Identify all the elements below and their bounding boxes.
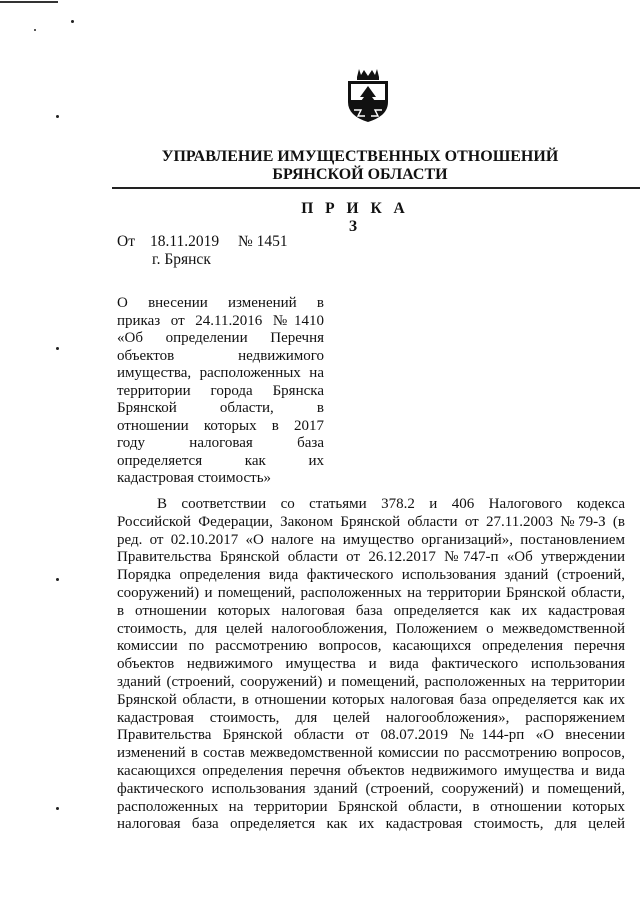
body-line: стоимость, для целей налогообложения, Положением о межведомственной [117,620,625,637]
bryansk-coat-of-arms-icon [346,66,390,124]
body-line: объектов недвижимого имущества и вида фактического использования [117,656,625,673]
body-line: В соответствии со статьями 378.2 и 406 Налогового кодекса [157,496,625,512]
subject-line: определяется как их [117,452,324,469]
body-line: расположенных на территории Брянской области, в отношении которых [117,798,625,815]
body-line: Правительства Брянской области от 08.07.2019 №144-рп «О внесении [117,727,625,744]
organization-title [140,148,580,184]
subject-line: «Об определении Перечня [117,330,324,346]
scan-dot [34,29,36,31]
subject-line: имущества, расположенных на [117,365,324,381]
body-line: ред. от 02.10.2017 «О налоге на имущество организаций», постановлением [117,531,625,548]
document-type: П Р И К А З [301,200,409,235]
body-line: Брянской области, в отношении которых налоговая база определяется как их [117,691,625,708]
body-line: касающихся определения перечня объектов недвижимого имущества и вида [117,762,625,779]
body-line: Порядка определения вида фактического использования зданий (строений, [117,567,625,584]
order-subject [117,295,324,488]
body-line: Правительства Брянской области от 26.12.2017 №747-п «Об утверждении [117,549,625,566]
date-prefix: От [117,233,135,250]
order-place: г. Брянск [152,251,211,268]
subject-line: кадастровая стоимость» [117,470,272,486]
scan-dot [56,807,59,810]
subject-line: приказ от 24.11.2016 №1410 [117,312,324,329]
scan-dot [56,347,59,350]
header-divider [112,187,640,189]
order-number: № 1451 [238,233,288,250]
scan-dot [71,20,74,23]
organization-title-line: БРЯНСКОЙ ОБЛАСТИ [272,166,448,183]
scan-dot [56,578,59,581]
scan-dot [56,115,59,118]
subject-line: году налоговая база [117,435,324,451]
body-line: фактического использования зданий (строений, сооружений) и помещений, [117,780,625,797]
body-line: Российской Федерации, Законом Брянской области от 27.11.2003 №79-З (в [117,513,625,530]
subject-line: отношении которых в 2017 [117,417,324,434]
body-line: налоговая база определяется как их кадастровая стоимость, для целей [117,816,625,833]
body-line: комиссии по рассмотрению вопросов, касающихся определения перечня [117,638,625,655]
body-line: изменений в состав межведомственной комиссии по рассмотрению вопросов, [117,745,625,762]
body-line: сооружений) и помещений, расположенных на территории Брянской области, [117,584,625,601]
subject-line: территории города Брянска [117,382,324,399]
body-line: кадастровая стоимость, для целей налогообложения», распоряжением [117,709,625,726]
subject-line: О внесении изменений в [117,295,324,311]
order-date: 18.11.2019 [150,233,220,250]
subject-line: объектов недвижимого [117,347,324,364]
body-line: в отношении которых налоговая база определяется как их кадастровая [117,602,625,619]
scan-top-rule [0,1,58,3]
subject-line: Брянской области, в [117,400,324,416]
body-line: зданий (строений, сооружений) и помещений, расположенных на территории [117,673,625,690]
order-body [117,496,625,834]
organization-title-line: УПРАВЛЕНИЕ ИМУЩЕСТВЕННЫХ ОТНОШЕНИЙ [161,148,559,165]
